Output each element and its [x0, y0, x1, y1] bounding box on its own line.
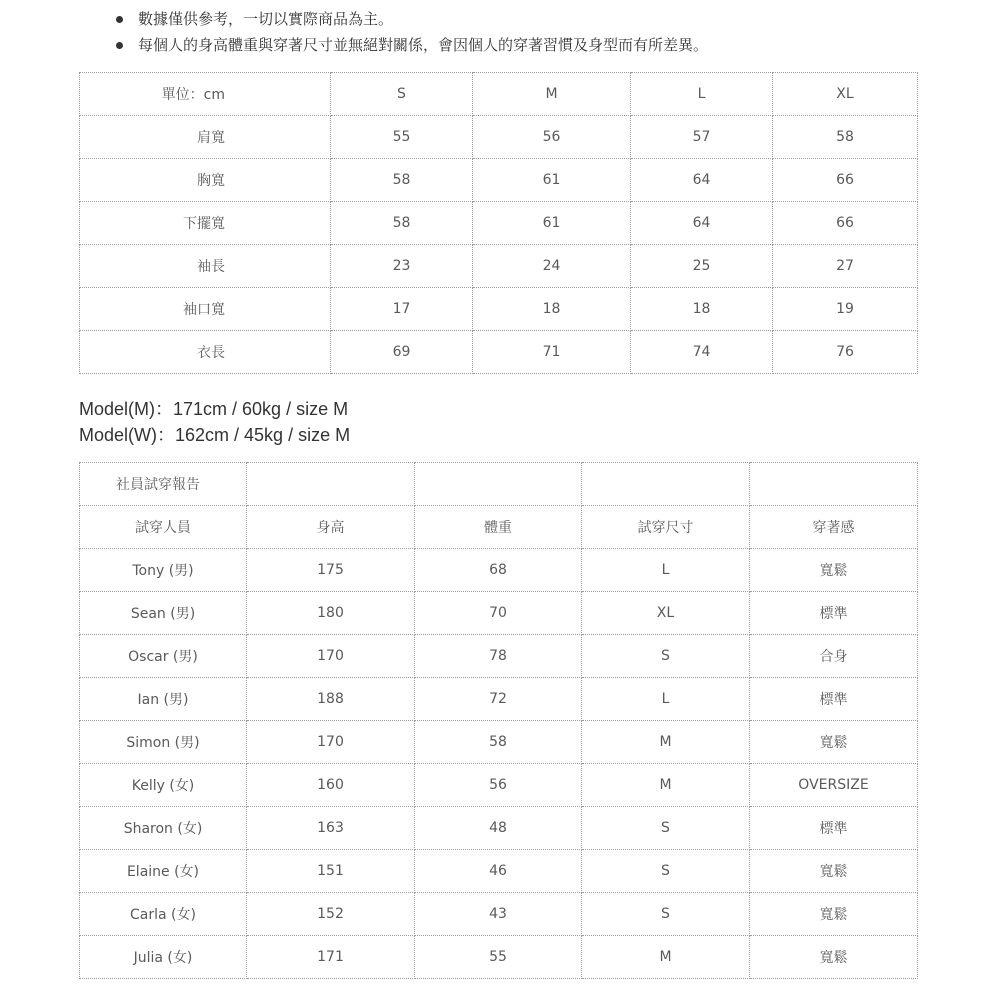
- tester-height: 170: [247, 721, 415, 764]
- tester-fit: 寬鬆: [750, 549, 918, 592]
- fitting-report-header-cell: 試穿人員: [80, 506, 247, 549]
- tester-fit: 寬鬆: [750, 893, 918, 936]
- size-chart-cell: 66: [773, 202, 918, 245]
- tester-weight: 72: [415, 678, 582, 721]
- size-chart-cell: 58: [331, 159, 473, 202]
- size-chart-header-cell: S: [331, 73, 473, 116]
- size-chart-cell: 23: [331, 245, 473, 288]
- size-chart-cell: 55: [331, 116, 473, 159]
- note-item: 數據僅供參考，一切以實際商品為主。: [110, 6, 970, 32]
- tester-weight: 58: [415, 721, 582, 764]
- tester-weight: 48: [415, 807, 582, 850]
- tester-height: 152: [247, 893, 415, 936]
- tester-weight: 78: [415, 635, 582, 678]
- size-chart-table: [79, 72, 918, 374]
- size-chart-cell: 18: [631, 288, 773, 331]
- size-chart-row: [80, 159, 918, 202]
- fitting-report-row: [80, 936, 918, 979]
- size-chart-cell: 58: [331, 202, 473, 245]
- size-chart-cell: 71: [473, 331, 631, 374]
- tester-size: S: [582, 635, 750, 678]
- tester-name: Oscar (男): [80, 635, 247, 678]
- empty-cell: [750, 463, 918, 506]
- tester-size: L: [582, 549, 750, 592]
- tester-name: Kelly (女): [80, 764, 247, 807]
- size-chart-cell: 24: [473, 245, 631, 288]
- fitting-report-row: [80, 635, 918, 678]
- fitting-report-row: [80, 592, 918, 635]
- empty-cell: [415, 463, 582, 506]
- fitting-report-row: [80, 549, 918, 592]
- fitting-report-row: [80, 807, 918, 850]
- fitting-report-row: [80, 893, 918, 936]
- fitting-report-header-cell: 體重: [415, 506, 582, 549]
- size-chart-row: [80, 245, 918, 288]
- tester-weight: 68: [415, 549, 582, 592]
- size-chart-row-label: 衣長: [80, 331, 331, 374]
- tester-height: 160: [247, 764, 415, 807]
- tester-name: Elaine (女): [80, 850, 247, 893]
- model-female-info: Model(W)：162cm / 45kg / size M: [79, 425, 351, 445]
- tester-weight: 43: [415, 893, 582, 936]
- size-chart-row-label: 袖口寬: [80, 288, 331, 331]
- tester-height: 175: [247, 549, 415, 592]
- size-chart-unit-cell: 單位：cm: [80, 73, 331, 116]
- tester-weight: 70: [415, 592, 582, 635]
- tester-fit: 標準: [750, 807, 918, 850]
- size-chart-cell: 66: [773, 159, 918, 202]
- size-chart-header-cell: L: [631, 73, 773, 116]
- tester-height: 163: [247, 807, 415, 850]
- size-chart-row-label: 袖長: [80, 245, 331, 288]
- tester-size: M: [582, 936, 750, 979]
- fitting-report-header-row: [80, 506, 918, 549]
- size-chart-cell: 74: [631, 331, 773, 374]
- tester-height: 151: [247, 850, 415, 893]
- size-chart-cell: 61: [473, 202, 631, 245]
- tester-size: S: [582, 850, 750, 893]
- notes-list: [110, 6, 970, 58]
- tester-fit: OVERSIZE: [750, 764, 918, 807]
- size-chart-cell: 64: [631, 159, 773, 202]
- size-chart-cell: 27: [773, 245, 918, 288]
- fitting-report-header-cell: 身高: [247, 506, 415, 549]
- size-chart-row-label: 肩寬: [80, 116, 331, 159]
- size-chart-cell: 18: [473, 288, 631, 331]
- tester-fit: 合身: [750, 635, 918, 678]
- tester-name: Ian (男): [80, 678, 247, 721]
- size-chart-row: [80, 202, 918, 245]
- size-chart-cell: 25: [631, 245, 773, 288]
- note-item: 每個人的身高體重與穿著尺寸並無絕對關係，會因個人的穿著習慣及身型而有所差異。: [110, 32, 970, 58]
- tester-height: 170: [247, 635, 415, 678]
- tester-weight: 46: [415, 850, 582, 893]
- size-chart-cell: 57: [631, 116, 773, 159]
- size-chart-cell: 17: [331, 288, 473, 331]
- tester-fit: 標準: [750, 592, 918, 635]
- fitting-report-header-cell: 穿著感: [750, 506, 918, 549]
- fitting-report-row: [80, 721, 918, 764]
- size-chart-cell: 58: [773, 116, 918, 159]
- size-chart-cell: 19: [773, 288, 918, 331]
- fitting-report-header-cell: 試穿尺寸: [582, 506, 750, 549]
- tester-name: Sharon (女): [80, 807, 247, 850]
- tester-height: 180: [247, 592, 415, 635]
- tester-fit: 標準: [750, 678, 918, 721]
- fitting-report-row: [80, 850, 918, 893]
- size-chart-cell: 69: [331, 331, 473, 374]
- fitting-report-title-row: [80, 463, 918, 506]
- tester-name: Julia (女): [80, 936, 247, 979]
- tester-size: M: [582, 764, 750, 807]
- size-chart-row-label: 下擺寬: [80, 202, 331, 245]
- tester-size: S: [582, 807, 750, 850]
- size-chart-cell: 56: [473, 116, 631, 159]
- size-chart-header-row: [80, 73, 918, 116]
- size-chart-header-cell: XL: [773, 73, 918, 116]
- model-info: [79, 396, 350, 448]
- fitting-report-table: [79, 462, 918, 979]
- size-chart-cell: 76: [773, 331, 918, 374]
- tester-fit: 寬鬆: [750, 721, 918, 764]
- size-chart-cell: 61: [473, 159, 631, 202]
- size-chart-row: [80, 331, 918, 374]
- tester-fit: 寬鬆: [750, 936, 918, 979]
- size-chart-row: [80, 288, 918, 331]
- tester-name: Sean (男): [80, 592, 247, 635]
- tester-name: Simon (男): [80, 721, 247, 764]
- empty-cell: [247, 463, 415, 506]
- fitting-report-row: [80, 764, 918, 807]
- tester-height: 188: [247, 678, 415, 721]
- empty-cell: [582, 463, 750, 506]
- fitting-report-title: 社員試穿報告: [80, 463, 247, 506]
- tester-size: M: [582, 721, 750, 764]
- tester-height: 171: [247, 936, 415, 979]
- tester-weight: 55: [415, 936, 582, 979]
- size-chart-row-label: 胸寬: [80, 159, 331, 202]
- tester-weight: 56: [415, 764, 582, 807]
- tester-size: S: [582, 893, 750, 936]
- fitting-report-row: [80, 678, 918, 721]
- model-male-info: Model(M)：171cm / 60kg / size M: [79, 399, 349, 419]
- size-chart-cell: 64: [631, 202, 773, 245]
- size-chart-row: [80, 116, 918, 159]
- tester-name: Tony (男): [80, 549, 247, 592]
- tester-name: Carla (女): [80, 893, 247, 936]
- tester-size: XL: [582, 592, 750, 635]
- tester-fit: 寬鬆: [750, 850, 918, 893]
- size-chart-header-cell: M: [473, 73, 631, 116]
- tester-size: L: [582, 678, 750, 721]
